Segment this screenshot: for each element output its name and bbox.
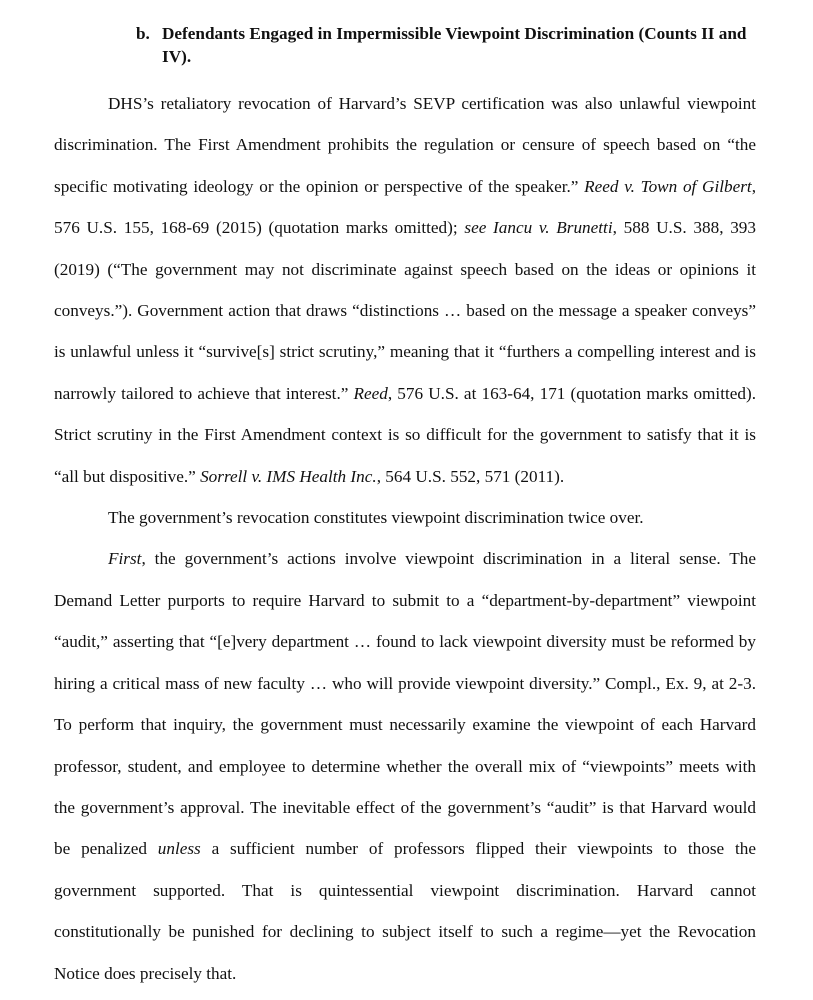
case-citation-text: Reed [353, 383, 388, 403]
paragraph-text: The government’s revocation constitutes viewpoint discrimination twice over. [108, 508, 644, 528]
paragraph-text: , 576 U.S. at 163-64, 171 (quotation marks omitted). Strict scrutiny in the First Amendment context is so difficult for the government to satisfy that it is “all but dispositive.” [54, 383, 756, 486]
case-citation-text: First [108, 549, 142, 569]
case-citation-text: see Iancu v. Brunetti [464, 218, 613, 238]
case-citation-text: Sorrell v. IMS Health Inc. [200, 466, 377, 486]
section-heading-text: Defendants Engaged in Impermissible Viewpoint Discrimination (Counts II and IV). [162, 24, 747, 66]
paragraph-text: , 588 U.S. 388, 393 (2019) (“The government may not discriminate against speech based on the ideas or opinions it conveys.”). Government action that draws “distinctions … based on the message a speaker conveys” is unlawful unless it “survive[s] strict scrutiny,” meaning that it “furthers a compelling interest and is narrowly tailored to achieve that interest.” [54, 218, 756, 403]
case-citation-text: Reed v. Town of Gilbert [584, 176, 752, 196]
paragraph-text: , 564 U.S. 552, 571 (2011). [376, 466, 565, 486]
paragraph [54, 538, 756, 993]
paragraph-text: , 576 U.S. 155, 168-69 (2015) (quotation marks omitted); [54, 176, 756, 238]
document-body [54, 83, 756, 994]
paragraph [54, 497, 756, 538]
paragraph-text: a sufficient number of professors flipped their viewpoints to those the government supported. That is quintessential viewpoint discrimination. Harvard cannot constitutionally be punished for declining to subject itself to such a regime—yet the Revocation Notice does precisely that. [54, 839, 756, 983]
paragraph-text: , the government’s actions involve viewpoint discrimination in a literal sense. The Demand Letter purports to require Harvard to submit to a “department-by-department” viewpoint “audit,” asserting that “[e]very department … found to lack viewpoint diversity must be reformed by hiring a critical mass of new faculty … who will provide viewpoint diversity.” Compl., Ex. 9, at 2-3. To perform that inquiry, the government must necessarily examine the viewpoint of each Harvard professor, student, and employee to determine whether the overall mix of “viewpoints” meets with the government’s approval. The inevitable effect of the government’s “audit” is that Harvard would be penalized [54, 549, 756, 859]
section-heading [136, 22, 776, 68]
paragraph [54, 83, 756, 497]
section-heading-label: b. [136, 24, 150, 43]
case-citation-text: unless [157, 839, 201, 859]
paragraph-text: DHS’s retaliatory revocation of Harvard’s SEVP certification was also unlawful viewpoint discrimination. The First Amendment prohibits the regulation or censure of speech based on “the specific motivating ideology or the opinion or perspective of the speaker.” [54, 94, 756, 196]
